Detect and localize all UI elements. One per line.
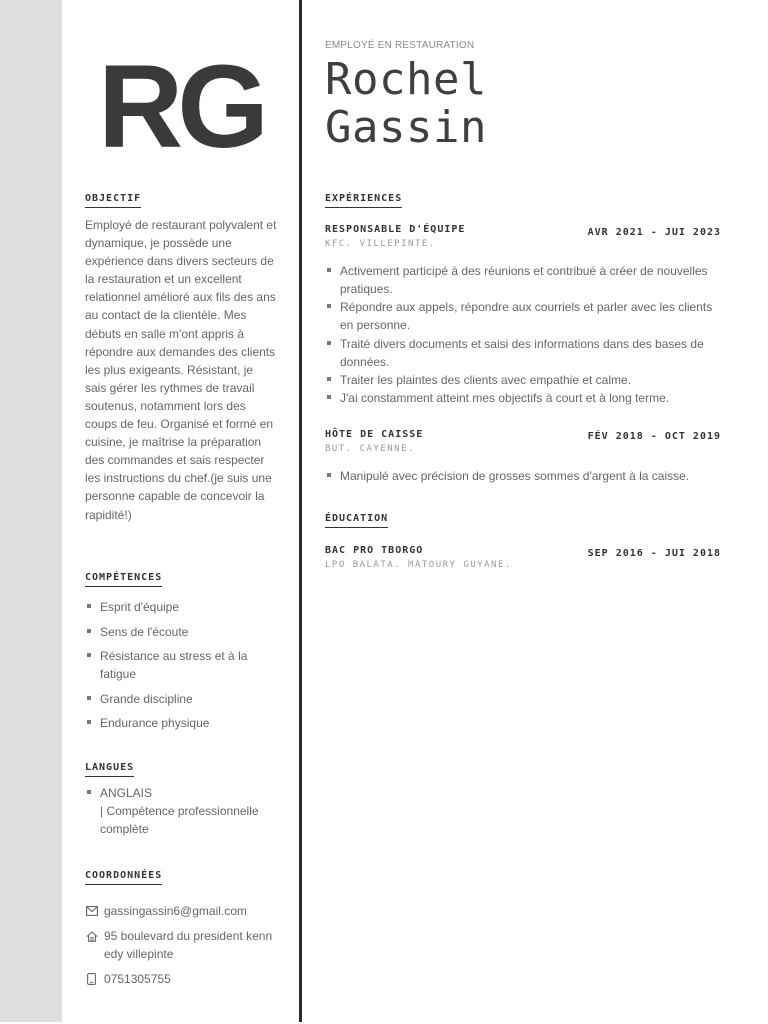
job-subtitle: EMPLOYÉ EN RESTAURATION <box>325 40 475 51</box>
experience-heading: EXPÉRIENCES <box>325 192 402 208</box>
home-icon <box>85 927 98 945</box>
job-bullet: Manipulé avec précision de grosses sommes d'argent à la caisse. <box>325 467 725 485</box>
job-dates: FÉV 2018 - OCT 2019 <box>587 431 721 442</box>
skill-item: Résistance au stress et à la fatigue <box>85 647 277 683</box>
languages-list <box>85 784 277 838</box>
job-bullet: Traité divers documents et saisi des informations dans des bases de données. <box>325 335 725 371</box>
monogram: RG <box>98 41 263 173</box>
job-title: RESPONSABLE D'ÉQUIPE <box>325 224 466 235</box>
languages-section <box>85 784 277 838</box>
job-dates: AVR 2021 - JUI 2023 <box>587 227 721 238</box>
education-heading: ÉDUCATION <box>325 512 388 528</box>
languages-heading: LANGUES <box>85 761 134 777</box>
contact-address-row <box>85 927 277 963</box>
job-title: HÔTE DE CAISSE <box>325 429 424 440</box>
skills-list <box>85 598 277 732</box>
left-accent-strip <box>0 0 62 1022</box>
skill-item: Endurance physique <box>85 714 277 732</box>
job-bullet: J'ai constamment atteint mes objectifs à court et à long terme. <box>325 389 725 407</box>
contact-email-row <box>85 902 280 920</box>
objective-heading: OBJECTIF <box>85 192 141 208</box>
education-title: BAC PRO TBORGO <box>325 545 424 556</box>
first-name: Rochel <box>325 54 487 105</box>
phone-icon <box>85 970 98 988</box>
language-name: ANGLAIS <box>100 786 153 800</box>
contact-phone-row <box>85 970 280 988</box>
language-level: | Compétence professionnelle complète <box>100 804 259 836</box>
column-divider <box>299 0 302 1022</box>
job-bullet: Activement participé à des réunions et contribué à créer de nouvelles pratiques. <box>325 262 725 298</box>
mail-icon <box>85 902 98 920</box>
job-bullet: Traiter les plaintes des clients avec empathie et calme. <box>325 371 725 389</box>
job-bullet-list <box>325 467 725 485</box>
last-name: Gassin <box>325 102 487 153</box>
job-bullet: Répondre aux appels, répondre aux courriels et parler avec les clients en personne. <box>325 298 725 334</box>
contact-address: 95 boulevard du president kennedy villepinte <box>104 929 273 961</box>
job-company: KFC. VILLEPINTE. <box>325 239 436 249</box>
language-item <box>85 784 277 838</box>
contact-phone[interactable]: 0751305755 <box>104 972 171 986</box>
job-bullets <box>325 262 725 407</box>
skills-heading: COMPÉTENCES <box>85 571 162 587</box>
skills-section <box>85 598 277 739</box>
full-name <box>325 56 487 152</box>
skill-item: Sens de l'écoute <box>85 623 277 641</box>
skill-item: Esprit d'équipe <box>85 598 277 616</box>
objective-section <box>85 216 277 524</box>
job-company: BUT. CAYENNE. <box>325 444 415 454</box>
job-bullets <box>325 467 725 485</box>
education-school: LPO BALATA. MATOURY GUYANE. <box>325 560 512 570</box>
objective-text: Employé de restaurant polyvalent et dynamique, je possède une expérience dans divers secteurs de la restauration et un excellent relationnel amélioré aux fils des ans au contact de la clientèle. Mes débuts en salle m'ont appris à répondre aux demandes des clients les plus exigeants. Résistant, je sais gérer les rythmes de travail soutenus, notamment lors des coups de feu. Organisé et formé en cuisine, je maîtrise la préparation des commandes et sais respecter les instructions du chef.(je suis une personne capable de concevoir la rapidité!) <box>85 218 277 522</box>
skill-item: Grande discipline <box>85 690 277 708</box>
job-bullet-list <box>325 262 725 407</box>
education-dates: SEP 2016 - JUI 2018 <box>587 548 721 559</box>
contact-email[interactable]: gassingassin6@gmail.com <box>104 904 247 918</box>
contact-heading: COORDONNÉES <box>85 869 162 885</box>
